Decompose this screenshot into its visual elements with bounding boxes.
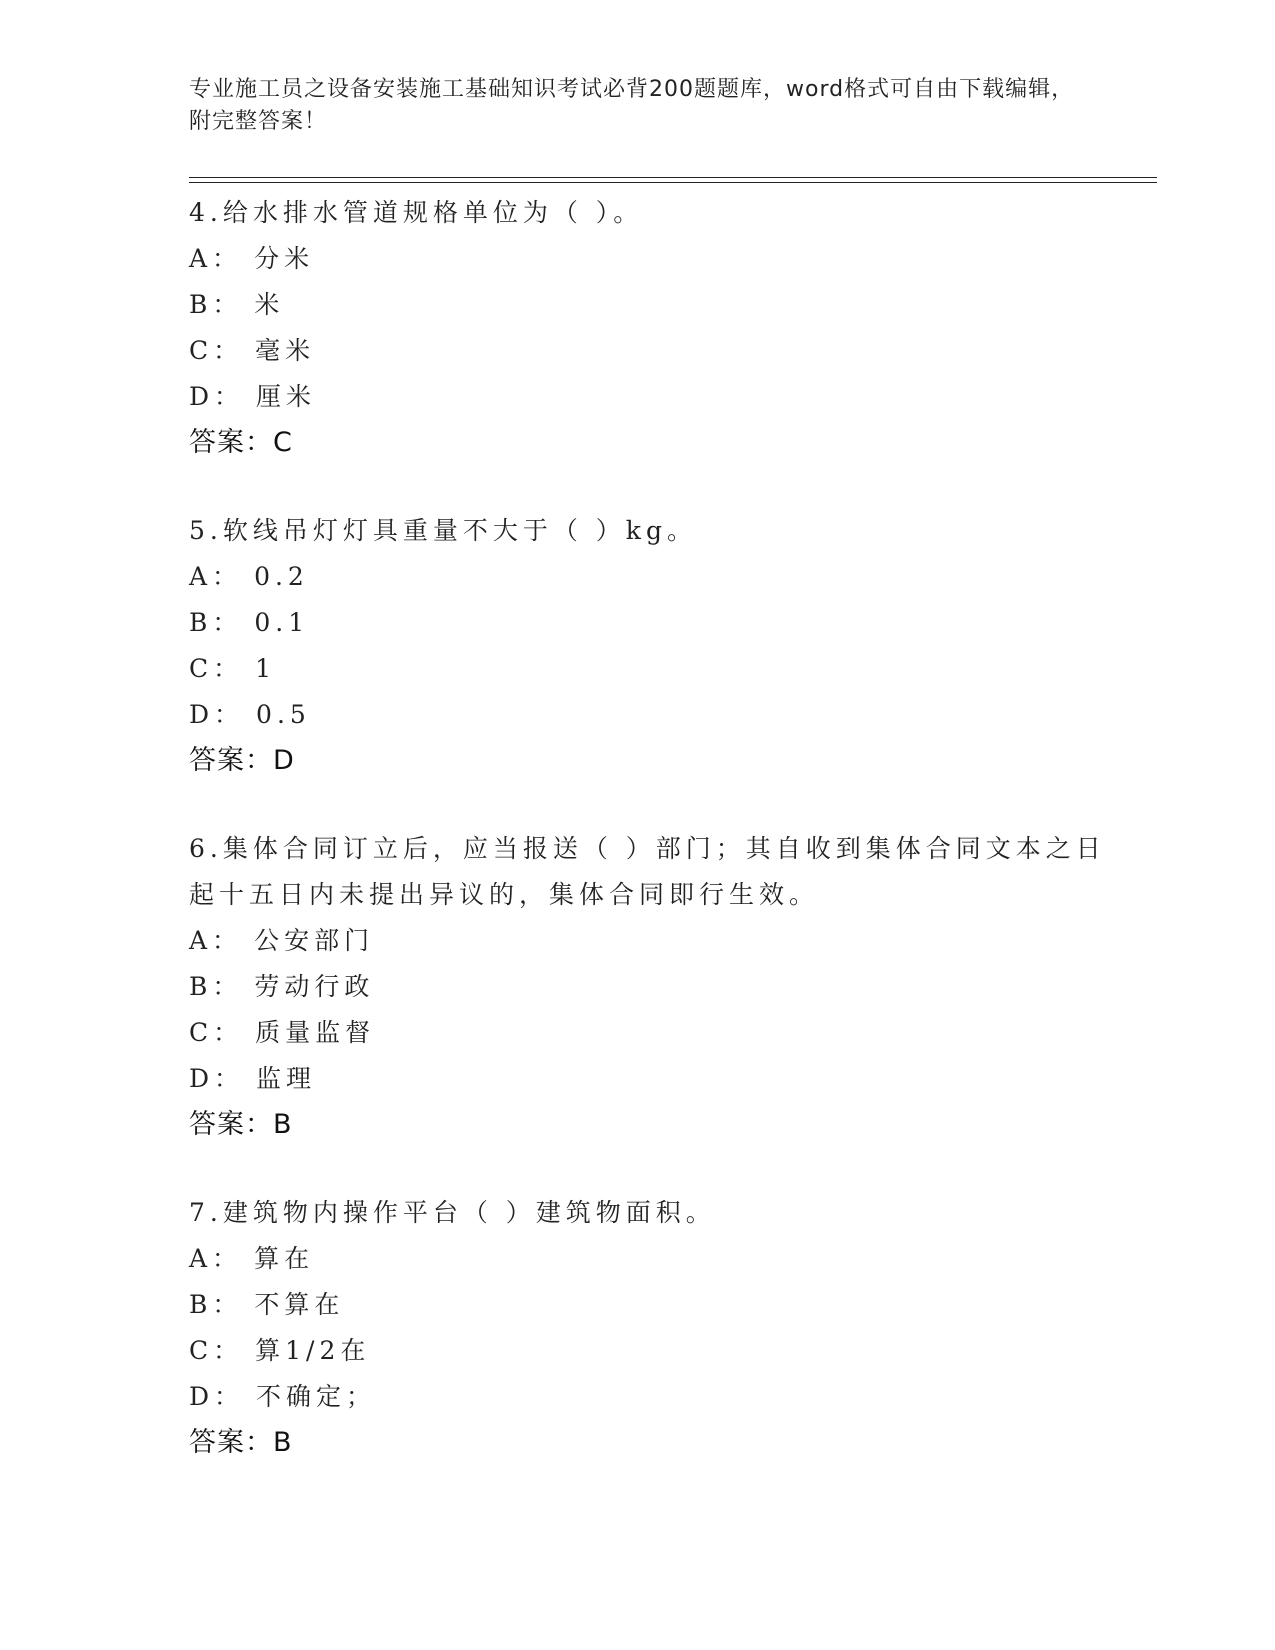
option-text: 0.2 [254, 562, 309, 591]
option-a [189, 236, 1129, 282]
option-letter: C： [189, 1018, 244, 1047]
option-c [189, 328, 1129, 374]
option-b [189, 282, 1129, 328]
option-letter: A： [189, 926, 243, 955]
option-text: 不算在 [254, 1290, 345, 1319]
option-text: 公安部门 [254, 926, 375, 955]
document-header: 专业施工员之设备安装施工基础知识考试必背200题题库，word格式可自由下载编辑，附完整答案！ [189, 77, 1075, 134]
option-text: 0.5 [256, 700, 311, 729]
option-text: 劳动行政 [254, 972, 375, 1001]
option-d [189, 692, 1129, 738]
option-c [189, 1010, 1129, 1056]
option-a [189, 1236, 1129, 1282]
question-stem: 6.集体合同订立后，应当报送（ ）部门；其自收到集体合同文本之日起十五日内未提出异议的，集体合同即行生效。 [189, 834, 1106, 909]
option-text: 毫米 [255, 336, 316, 365]
option-letter: A： [189, 562, 243, 591]
option-a [189, 554, 1129, 600]
question-7 [189, 1190, 1129, 1466]
option-text: 质量监督 [255, 1018, 376, 1047]
option-letter: A： [189, 244, 243, 273]
option-letter: D： [189, 1064, 245, 1093]
option-a [189, 918, 1129, 964]
question-stem: 4.给水排水管道规格单位为（ ）。 [189, 198, 644, 227]
option-c [189, 646, 1129, 692]
option-text: 算1/2在 [255, 1336, 371, 1365]
question-stem: 7.建筑物内操作平台（ ）建筑物面积。 [189, 1198, 716, 1227]
option-d [189, 374, 1129, 420]
option-letter: D： [189, 382, 245, 411]
option-d [189, 1056, 1129, 1102]
option-letter: A： [189, 1244, 243, 1273]
option-letter: C： [189, 654, 244, 683]
option-letter: D： [189, 1382, 245, 1411]
question-6 [189, 826, 1129, 1148]
question-list [189, 190, 1129, 1508]
option-letter: B： [189, 1290, 243, 1319]
option-b [189, 1282, 1129, 1328]
option-letter: B： [189, 290, 243, 319]
option-text: 监理 [256, 1064, 317, 1093]
option-letter: D： [189, 700, 245, 729]
question-4 [189, 190, 1129, 466]
question-stem: 5.软线吊灯灯具重量不大于（ ）kg。 [189, 516, 697, 545]
option-text: 厘米 [256, 382, 317, 411]
option-text: 1 [255, 654, 277, 683]
option-b [189, 600, 1129, 646]
answer-line: 答案：B [189, 1427, 293, 1458]
header-divider-bottom [189, 182, 1157, 183]
option-text: 0.1 [254, 608, 310, 637]
option-c [189, 1328, 1129, 1374]
option-letter: C： [189, 1336, 244, 1365]
question-5 [189, 508, 1129, 784]
header-divider-top [189, 177, 1157, 178]
answer-line: 答案：D [189, 745, 295, 776]
option-letter: B： [189, 608, 243, 637]
option-letter: B： [189, 972, 243, 1001]
option-text: 算在 [254, 1244, 315, 1273]
answer-line: 答案：B [189, 1109, 293, 1140]
option-text: 分米 [254, 244, 315, 273]
option-text: 米 [254, 290, 285, 319]
answer-line: 答案：C [189, 427, 293, 458]
option-b [189, 964, 1129, 1010]
option-d [189, 1374, 1129, 1420]
option-letter: C： [189, 336, 244, 365]
option-text: 不确定； [256, 1382, 377, 1411]
